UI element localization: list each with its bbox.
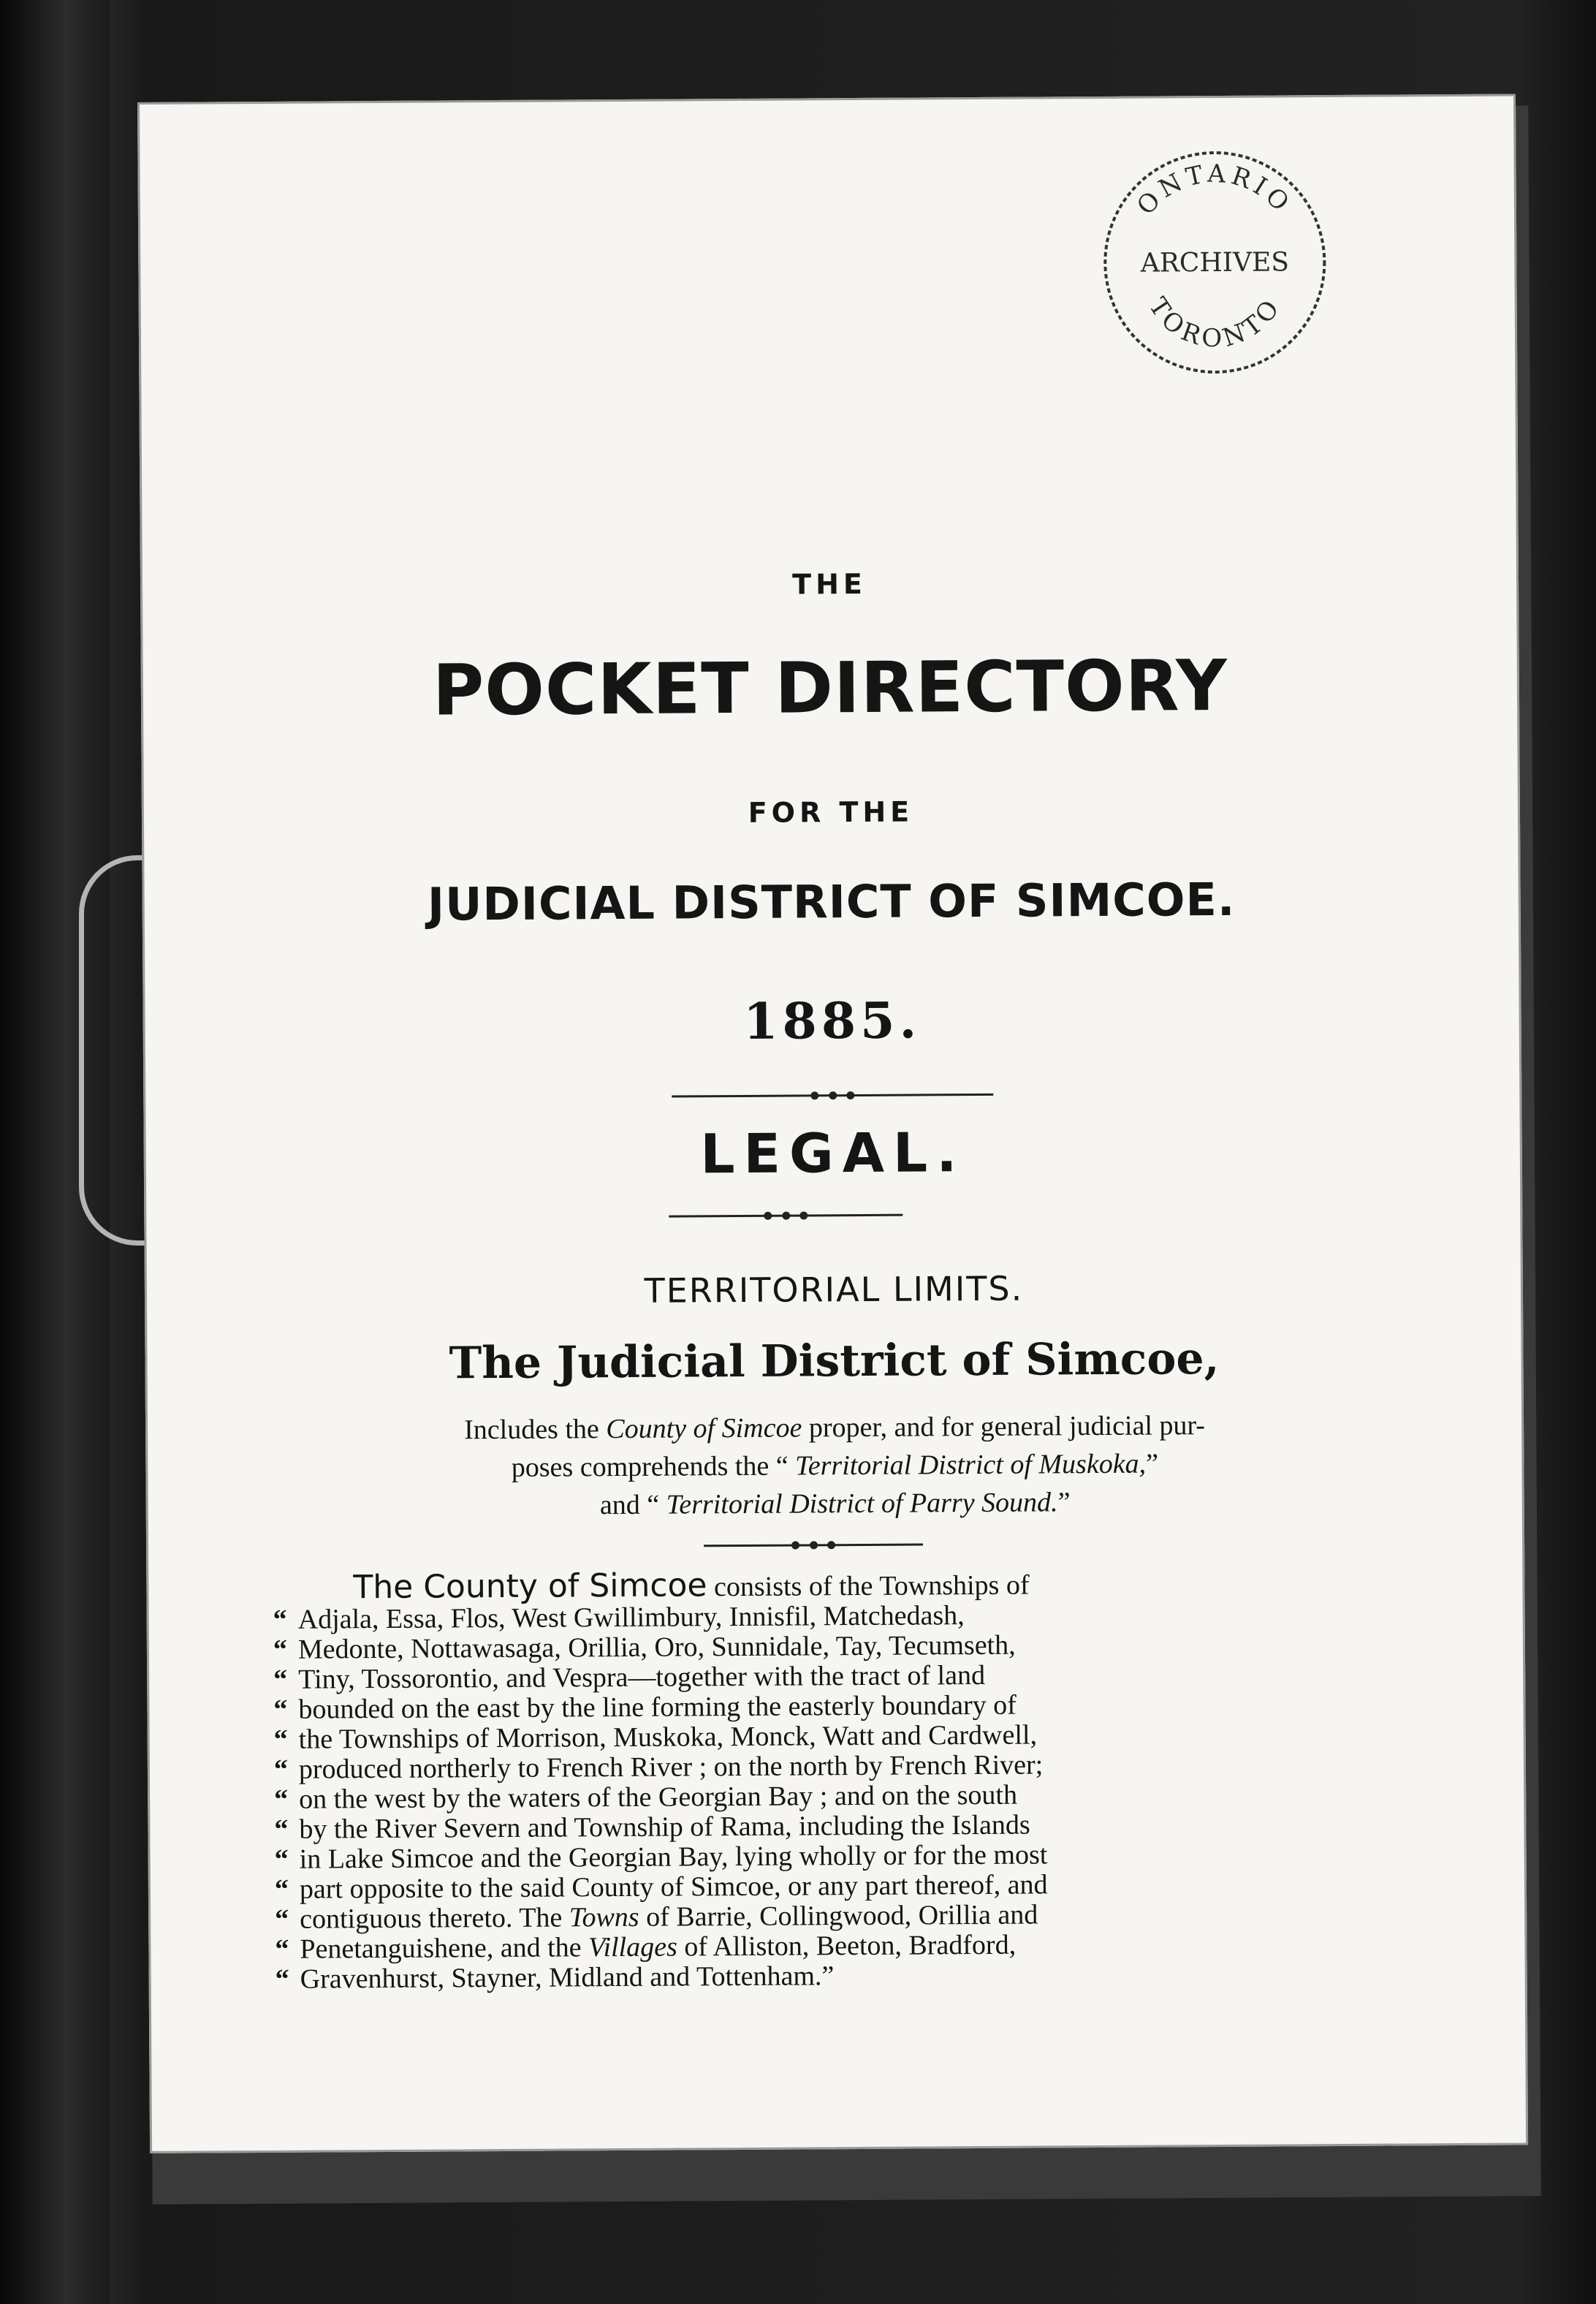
district-heading: The Judicial District of Simcoe, bbox=[449, 1333, 1220, 1390]
county-paragraph bbox=[273, 1566, 1415, 1995]
includes-line-3: and “ Territorial District of Parry Sound.” bbox=[599, 1487, 1071, 1521]
county-line-5: “ bounded on the east by the line forming the easterly boundary of bbox=[273, 1689, 1016, 1725]
page-title: POCKET DIRECTORY bbox=[432, 644, 1228, 732]
header-the: THE bbox=[792, 567, 867, 601]
stamp-bottom-text: TORONTO bbox=[1142, 292, 1288, 354]
stamp-top-text: ONTARIO bbox=[1131, 159, 1298, 221]
ornamental-rule-1 bbox=[672, 1094, 993, 1098]
county-line-3: “ Medonte, Nottawasaga, Orillia, Oro, Sunnidale, Tay, Tecumseth, bbox=[273, 1629, 1016, 1665]
county-line-7: “ produced northerly to French River ; on the north by French River; bbox=[273, 1749, 1044, 1785]
county-line-12: “ contiguous thereto. The Towns of Barrie, Collingwood, Orillia and bbox=[275, 1899, 1038, 1935]
county-line-9: “ by the River Severn and Township of Rama, including the Islands bbox=[274, 1809, 1030, 1845]
county-line-10: “ in Lake Simcoe and the Georgian Bay, lying wholly or for the most bbox=[274, 1839, 1048, 1875]
county-line-13: “ Penetanguishene, and the Villages of Alliston, Beeton, Bradford, bbox=[275, 1929, 1016, 1965]
includes-line-2: poses comprehends the “ Territorial District of Muskoka,” bbox=[511, 1448, 1159, 1483]
county-line-4: “ Tiny, Tossorontio, and Vespra—together with the tract of land bbox=[273, 1659, 986, 1695]
page-content bbox=[140, 96, 1526, 2150]
county-line-1: The County of Simcoe consists of the Townships of bbox=[353, 1566, 1030, 1607]
county-line-8: “ on the west by the waters of the Georgian Bay ; and on the south bbox=[274, 1779, 1018, 1815]
year-title: 1885. bbox=[742, 991, 922, 1051]
section-subheading: TERRITORIAL LIMITS. bbox=[644, 1268, 1024, 1311]
header-for-the: FOR THE bbox=[748, 795, 914, 829]
includes-line-1: Includes the County of Simcoe proper, and for general judicial pur- bbox=[464, 1410, 1206, 1446]
county-line-11: “ part opposite to the said County of Simcoe, or any part thereof, and bbox=[274, 1869, 1048, 1905]
includes-paragraph bbox=[272, 1406, 1398, 1526]
document-page bbox=[137, 94, 1528, 2153]
county-line-6: “ the Townships of Morrison, Muskoka, Monck, Watt and Cardwell, bbox=[273, 1719, 1038, 1755]
county-line-2: “ Adjala, Essa, Flos, West Gwillimbury, Innisfil, Matchedash, bbox=[273, 1600, 965, 1635]
district-title: JUDICIAL DISTRICT OF SIMCOE. bbox=[427, 872, 1236, 931]
section-heading: LEGAL. bbox=[700, 1121, 966, 1186]
ornamental-rule-2 bbox=[669, 1214, 902, 1218]
county-line-14: “ Gravenhurst, Stayner, Midland and Tottenham.” bbox=[275, 1960, 835, 1995]
ornamental-rule-3 bbox=[704, 1543, 923, 1547]
stamp-middle-text: ARCHIVES bbox=[1140, 247, 1290, 278]
